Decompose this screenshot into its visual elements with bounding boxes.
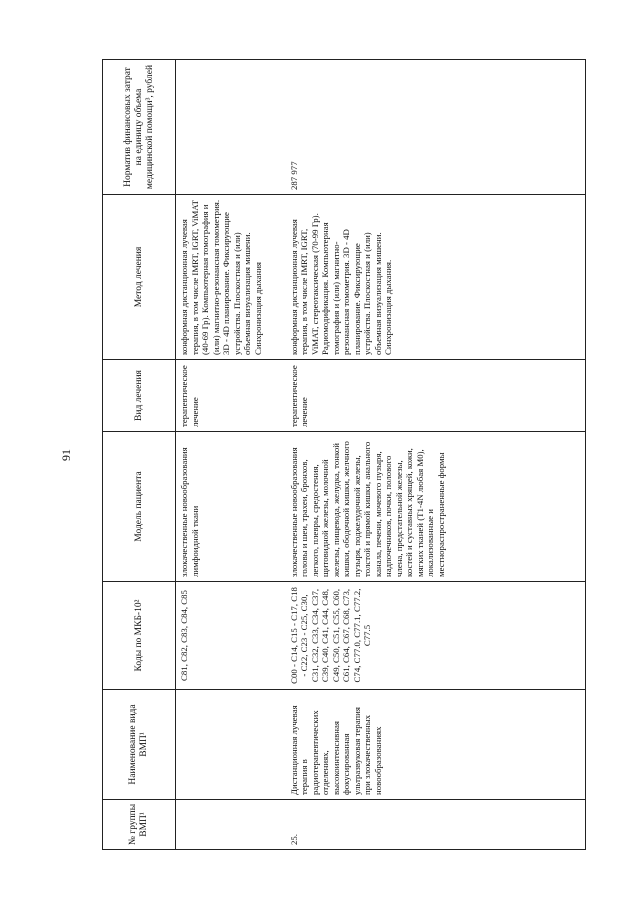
cell-type: терапевтическое лечение <box>286 360 586 432</box>
header-row <box>103 60 176 850</box>
cell-group <box>176 800 286 850</box>
cell-method: конформная дистанционная лучевая терапия, в том числе IMRT, IGRT, ViMAT, стереотаксическая (70-99 Гр). Радиомодификация. Компьютерная томография и (или) магнитно-резонансная томометрия. 3D - 4D планирование. Фиксирующие устройства. Плоскостная и (или) объемная визуализация мишени. Синхронизация дыхания. <box>286 195 586 360</box>
cell-name: Дистанционная лучевая терапия в радиотерапевтических отделениях, высокоинтенсивная фокусированная ультразвуковая терапия при злокачественных новообразованиях <box>286 690 586 800</box>
cell-norm <box>176 60 286 195</box>
table-row <box>286 60 586 850</box>
header-method: Метод лечения <box>103 195 176 360</box>
cell-method: конформная дистанционная лучевая терапия, в том числе IMRT, IGRT, ViMAT (40-69 Гр). Компьютерная томография и (или) магнитно-резонансная томометрия. 3D - 4D планирование. Фиксирующие устройства. Плоскостная и (или) объемная визуализация мишени. Синхронизация дыхания <box>176 195 286 360</box>
header-norm: Норматив финансовых затрат на единицу объема медицинской помощи³, рублей <box>103 60 176 195</box>
header-name: Наименование вида ВМП¹ <box>103 690 176 800</box>
cell-model: злокачественные новообразования головы и шеи, трахеи, бронхов, легкого, плевры, средостения, щитовидной железы, молочной железы, пищевода, желудка, тонкой кишки, ободочной кишки, желчного пузыря, поджелудочной железы, толстой и прямой кишки, анального канала, печени, мочевого пузыря, надпочечников, почки, полового члена, предстательной железы, костей и суставных хрящей, кожи, мягких тканей (T1-4N любая M0), локализованные и местнораспространенные формы <box>286 432 586 582</box>
cell-codes: C00 - C14, C15 - C17, C18 - C22, C23 - C25, C30, C31, C32, C33, C34, C37, C39, C40, C41, C44, C48, C49, C50, C51, C55, C60, C61, C64, C67, C68, C73, C74, C77.0, C77.1, C77.2, C77.5 <box>286 582 586 690</box>
rotated-page <box>58 60 593 850</box>
cell-model: злокачественные новообразования лимфоидной ткани <box>176 432 286 582</box>
vmp-table <box>102 59 586 850</box>
cell-norm: 287 977 <box>286 60 586 195</box>
page-number: 91 <box>59 449 73 461</box>
header-codes: Коды по МКБ-10² <box>103 582 176 690</box>
table-row <box>176 60 286 850</box>
cell-group: 25. <box>286 800 586 850</box>
cell-type: терапевтическое лечение <box>176 360 286 432</box>
header-group: № группы ВМП¹ <box>103 800 176 850</box>
cell-codes: C81, C82, C83, C84, C85 <box>176 582 286 690</box>
cell-name <box>176 690 286 800</box>
header-model: Модель пациента <box>103 432 176 582</box>
header-type: Вид лечения <box>103 360 176 432</box>
